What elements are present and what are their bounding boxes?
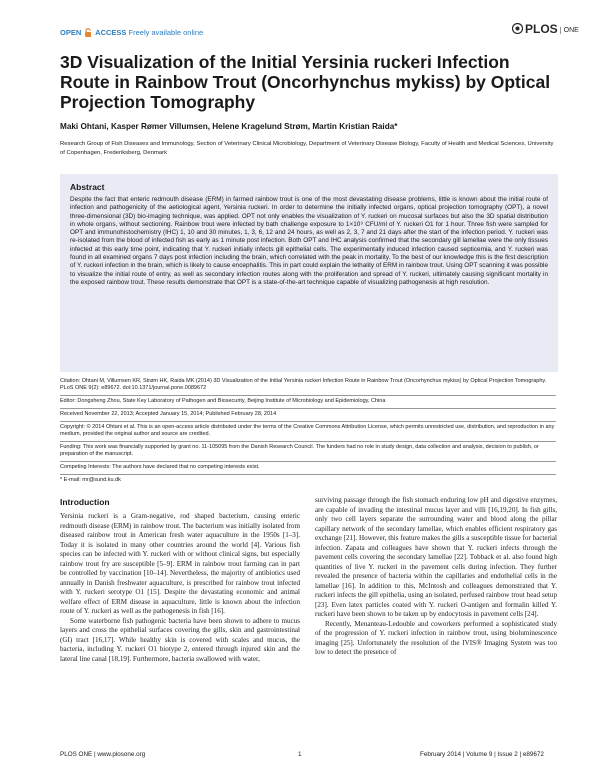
open-access-label: OPEN xyxy=(60,28,82,37)
left-column xyxy=(60,512,300,664)
body-paragraph: surviving passage through the fish stomach enduring low pH and digestive enzymes, are capable of invading the intestinal mucus layer and villi [16,19,20]. In fish gills, only two cell layers separate the surrounding water and blood along the pillar capillary network of the secondary lamellae, which enables efficient respiratory gas exchange [21]. However, this feature makes the gills a susceptible tissue for bacterial infection. Zapata and colleagues have shown that Y. ruckeri infects through the pavement cells covering the secondary lamellae [22]. Tobback et al. also found high quantities of live Y. ruckeri in the pavement cells during infection. They further revealed the presence of bacteria within the capillaries and endothelial cells in the lamellae [16]. In addition to this, McIntosh and colleagues demonstrated that Y. ruckeri infects the gill epithelia, using an isolated, perfused rainbow trout head setup [23]. Even latex particles coated with Y. ruckeri O-antigen and formalin killed Y. ruckeri have been shown to be taken up by endocytosis in pavement cells [24]. xyxy=(315,496,557,618)
dates: Received November 22, 2013; Accepted January 15, 2014; Published February 28, 2014 xyxy=(60,411,277,417)
abstract-box xyxy=(60,174,558,372)
article-title: 3D Visualization of the Initial Yersinia ruckeri Infection Route in Rainbow Trout (Oncorhynchus mykiss) by Optical Projection Tomography xyxy=(60,52,551,112)
author-list: Maki Ohtani, Kasper Rømer Villumsen, Helene Kragelund Strøm, Martin Kristian Raida* xyxy=(60,122,398,131)
editor: Editor: Dongsheng Zhou, State Key Laboratory of Pathogen and Biosecurity, Beijing Institute of Microbiology and Epidemiology, China xyxy=(60,398,386,404)
divider xyxy=(60,421,556,422)
competing-interests: Competing Interests: The authors have declared that no competing interests exist. xyxy=(60,464,260,470)
logo-text: PLOS xyxy=(525,22,558,36)
footer-journal: PLOS ONE | www.plosone.org xyxy=(60,751,146,758)
funding: Funding: This work was financially supported by grant no. 11-105095 from the Danish Research Council. The funders had no role in study design, data collection and analysis, decision to publish, or preparation of the manuscript. xyxy=(60,444,539,458)
affiliation: Research Group of Fish Diseases and Immunology, Section of Veterinary Clinical Microbiology, Department of Veterinary Disease Biology, Faculty of Health and Medical Sciences, University of Copenhagen, Frederiksberg, Denmark xyxy=(60,141,554,156)
access-label: ACCESS xyxy=(95,28,127,37)
plos-one-logo xyxy=(512,22,579,36)
open-access-banner xyxy=(60,28,203,37)
open-access-lock-icon xyxy=(84,28,92,37)
page-number: 1 xyxy=(298,751,302,758)
plos-logo-icon xyxy=(512,23,523,34)
introduction-heading: Introduction xyxy=(60,497,110,507)
divider xyxy=(60,408,556,409)
body-paragraph: Recently, Menanteau-Ledouble and coworkers performed a sophisticated study of the progression of Y. ruckeri infection in rainbow trout, using bioluminescence imaging [25]. Unfortunately the resolution of the IVIS® Imaging System was too low to detect the presence of xyxy=(315,619,557,656)
body-paragraph: Some waterborne fish pathogenic bacteria have been shown to adhere to mucus layers and cross the epithelial surfaces covering the gills, skin and gastrointestinal (GI) tract [16,17]. While healthy skin is covered with scales and mucus, the bacteria, including Y. ruckeri O1 biotype 2, entered through injured skin and the lateral line canal [18,19]. Furthermore, bacteria swallowed with water, xyxy=(60,616,300,663)
copyright: Copyright: © 2014 Ohtani et al. This is an open-access article distributed under the terms of the Creative Commons Attribution License, which permits unrestricted use, distribution, and reproduction in any medium, provided the original author and source are credited. xyxy=(60,424,555,438)
divider xyxy=(60,395,556,396)
freely-available-label: Freely available online xyxy=(128,28,204,37)
abstract-heading: Abstract xyxy=(70,182,105,192)
corresponding-email: * E-mail: mr@sund.ku.dk xyxy=(60,477,121,483)
divider xyxy=(60,461,556,462)
right-column xyxy=(315,496,557,658)
citation: Citation: Ohtani M, Villumsen KR, Strøm HK, Raida MK (2014) 3D Visualization of the Initial Yersinia ruckeri Infection Route in Rainbow Trout (Oncorhynchus mykiss) by Optical Projection Tomography. PLoS ONE 9(2): e89672. doi:10.1371/journal.pone.0089672 xyxy=(60,378,547,392)
footer-issue: February 2014 | Volume 9 | Issue 2 | e89672 xyxy=(420,751,544,758)
divider xyxy=(60,474,556,475)
divider xyxy=(60,441,556,442)
logo-suffix: ONE xyxy=(560,27,579,34)
abstract-text: Despite the fact that enteric redmouth disease (ERM) in farmed rainbow trout is one of the most devastating disease problems, little is known about the initial route of infection and pathogenicity of the aetiological agent, Yersinia ruckeri. In order to determine the initially infected organs, optical projection tomography (OPT), a novel three-dimensional (3D) bio-imaging technique, was applied. OPT not only enables the visualization of Y. ruckeri on mucosal surfaces but also the 3D spatial distribution in whole organs, without sectioning. Rainbow trout were infected by bath challenge exposure to 1×10⁹ CFU/ml of Y. ruckeri O1 for 1 hour. Three fish were sampled for OPT and immunohistochemistry (IHC) 1, 10 and 30 minutes, 1, 3, 6, 12 and 24 hours, as well as 2, 3, 7 and 21 days after the start of the infection period. Y. ruckeri was re-isolated from the blood of infected fish as early as 1 minute post infection. Both OPT and IHC analysis confirmed that the secondary gill lamellae were the only tissues infected at this early time point, indicating that Y. ruckeri initially infects gill epithelial cells. The experimentally induced infection caused septicemia, and Y. ruckeri was found in all examined organs 7 days post infection including the brain, which correlated with the peak in mortality. To the best of our knowledge this is the first description of Y. ruckeri infection in the brain, which is likely to cause encephalitis. This in part could explain the lethality of ERM in rainbow trout. Using OPT scanning it was possible to visualize the initial route of entry, as well as secondary infection routes along with the proliferation and spread of Y. ruckeri, ultimately causing significant mortality in the exposed rainbow trout. These results demonstrate that OPT is a state-of-the-art technique capable of visualizing pathogenesis at high resolution. xyxy=(70,196,549,286)
body-paragraph: Yersinia ruckeri is a Gram-negative, rod shaped bacterium, causing enteric redmouth disease (ERM) in rainbow trout. The bacterium was initially isolated from diseased rainbow trout in American fresh water aquaculture in the 1950s [1–3]. Today it is isolated in many other countries around the world [4]. Various fish species can be infected with Y. ruckeri with or without clinical signs, but especially rainbow trout fry are susceptible [5–9]. ERM in rainbow trout farming can in part be controlled by vaccination [10–14]. Nevertheless, the majority of antibiotics used annually in Danish freshwater aquaculture, is prescribed for rainbow trout infected with Y. ruckeri serotype O1 [15]. Despite the devastating economic and animal welfare effect of ERM disease in aquaculture, little is known about the infection route of Y. ruckeri as well as the pathogenesis in fish [16]. xyxy=(60,512,300,615)
